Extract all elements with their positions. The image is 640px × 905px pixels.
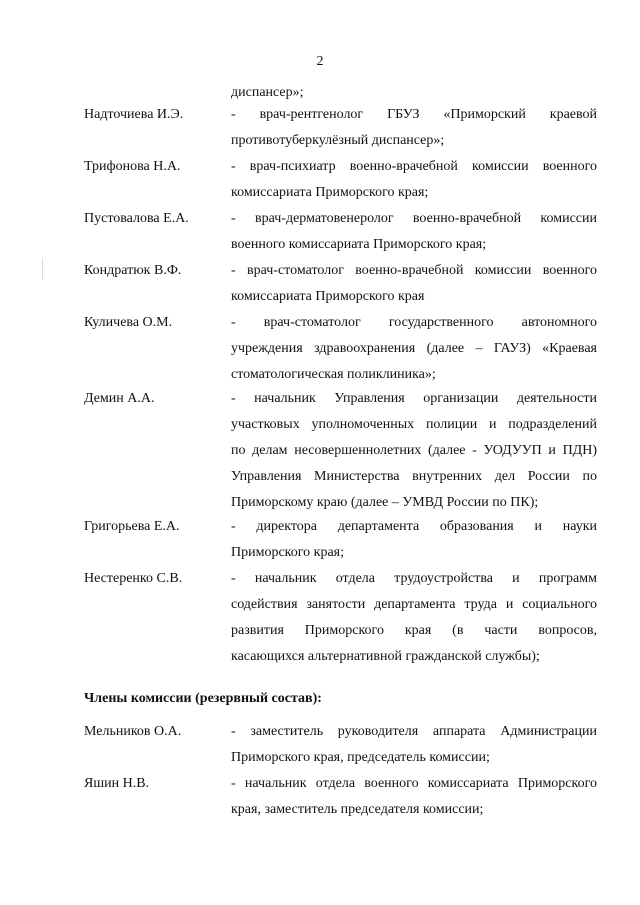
member-position-line: противотуберкулёзный диспансер»; bbox=[231, 133, 445, 148]
member-name: Яшин Н.В. bbox=[84, 776, 150, 791]
member-position-line: Приморского края, председатель комиссии; bbox=[231, 750, 490, 765]
member-position-line: стоматологическая поликлиника»; bbox=[231, 367, 436, 382]
member-name: Куличева О.М. bbox=[84, 315, 173, 330]
margin-mark bbox=[42, 258, 43, 280]
member-position-line: края, заместитель председателя комиссии; bbox=[231, 802, 484, 817]
member-position-line: комиссариата Приморского края; bbox=[231, 185, 429, 200]
member-position-line: - начальник Управления организации деятельности bbox=[231, 391, 597, 406]
member-position-line: - врач-стоматолог государственного автономного bbox=[231, 315, 597, 330]
member-name: Нестеренко С.В. bbox=[84, 571, 183, 586]
member-position bbox=[231, 771, 597, 823]
member-position-line: - начальник отдела военного комиссариата Приморского bbox=[231, 776, 597, 791]
member-position-line: Приморскому краю (далее – УМВД России по ПК); bbox=[231, 495, 539, 510]
member-position-line: военного комиссариата Приморского края; bbox=[231, 237, 487, 252]
member-position-line: Приморского края; bbox=[231, 545, 345, 560]
reserve-heading: Члены комиссии (резервный состав): bbox=[84, 691, 322, 706]
member-name: Мельников О.А. bbox=[84, 724, 182, 739]
member-position bbox=[231, 566, 597, 670]
member-name: Пустовалова Е.А. bbox=[84, 211, 189, 226]
member-position bbox=[231, 102, 597, 154]
member-position-line: - директора департамента образования и науки bbox=[231, 519, 597, 534]
member-name: Трифонова Н.А. bbox=[84, 159, 181, 174]
member-position bbox=[231, 154, 597, 206]
member-position-line: - врач-дерматовенеролог военно-врачебной комиссии bbox=[231, 211, 597, 226]
member-position bbox=[231, 310, 597, 388]
member-position bbox=[231, 258, 597, 310]
page-number: 2 bbox=[316, 54, 324, 69]
member-name: Демин А.А. bbox=[84, 391, 155, 406]
member-position bbox=[231, 386, 597, 516]
member-position-line: по делам несовершеннолетних (далее - УОДУУП и ПДН) bbox=[231, 443, 597, 458]
member-position bbox=[231, 206, 597, 258]
member-position-line: участковых уполномоченных полиции и подразделений bbox=[231, 417, 597, 432]
member-position bbox=[231, 719, 597, 771]
member-position-line: - заместитель руководителя аппарата Администрации bbox=[231, 724, 597, 739]
member-position-line: развития Приморского края (в части вопросов, bbox=[231, 623, 597, 638]
member-position-line: касающихся альтернативной гражданской службы); bbox=[231, 649, 540, 664]
member-position-line: - врач-рентгенолог ГБУЗ «Приморский краевой bbox=[231, 107, 597, 122]
member-position-line: Управления Министерства внутренних дел России по bbox=[231, 469, 597, 484]
member-position bbox=[231, 514, 597, 566]
member-position-line: комиссариата Приморского края bbox=[231, 289, 425, 304]
member-position-line: - врач-стоматолог военно-врачебной комиссии военного bbox=[231, 263, 597, 278]
member-name: Надточиева И.Э. bbox=[84, 107, 184, 122]
member-position-line: содействия занятости департамента труда и социального bbox=[231, 597, 597, 612]
member-position-line: учреждения здравоохранения (далее – ГАУЗ) «Краевая bbox=[231, 341, 597, 356]
member-position-line: - врач-психиатр военно-врачебной комиссии военного bbox=[231, 159, 597, 174]
member-name: Кондратюк В.Ф. bbox=[84, 263, 182, 278]
member-name: Григорьева Е.А. bbox=[84, 519, 180, 534]
continuation-text: диспансер»; bbox=[231, 85, 304, 100]
member-position-line: - начальник отдела трудоустройства и программ bbox=[231, 571, 597, 586]
